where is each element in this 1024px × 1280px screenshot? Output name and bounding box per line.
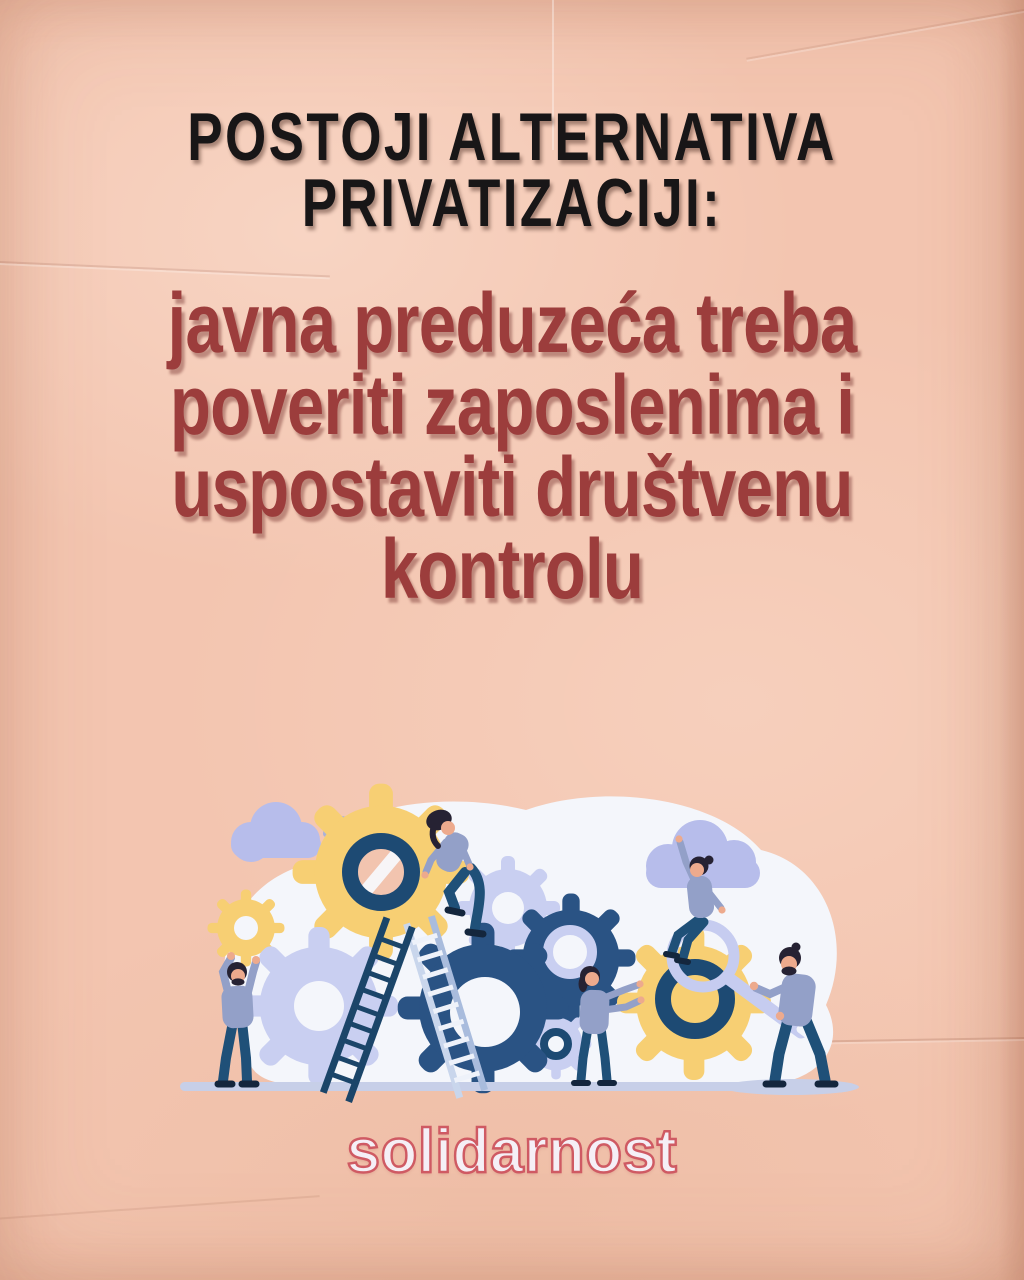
paper-crease xyxy=(746,2,1024,60)
paper-crease xyxy=(0,261,330,278)
headline xyxy=(0,99,1024,241)
subheadline-line-3: uspostaviti društvenu xyxy=(171,440,853,534)
headline-line-1: POSTOJI ALTERNATIVA xyxy=(187,99,837,175)
teamwork-illustration xyxy=(176,780,864,1112)
subheadline-line-4: kontrolu xyxy=(380,522,644,616)
headline-line-2: PRIVATIZACIJI: xyxy=(301,165,723,241)
subheadline xyxy=(0,276,1024,616)
teamwork-illustration-svg xyxy=(176,780,864,1112)
paper-crease xyxy=(0,1195,320,1221)
gear-icon-navy-big xyxy=(398,923,569,1094)
cloud-icon xyxy=(231,802,321,862)
subheadline-line-2: poveriti zaposlenima i xyxy=(169,358,855,452)
ground-line xyxy=(180,1082,848,1091)
brand-logo: solidarnost xyxy=(346,1117,678,1186)
subheadline-line-1: javna preduzeća treba xyxy=(167,276,857,370)
